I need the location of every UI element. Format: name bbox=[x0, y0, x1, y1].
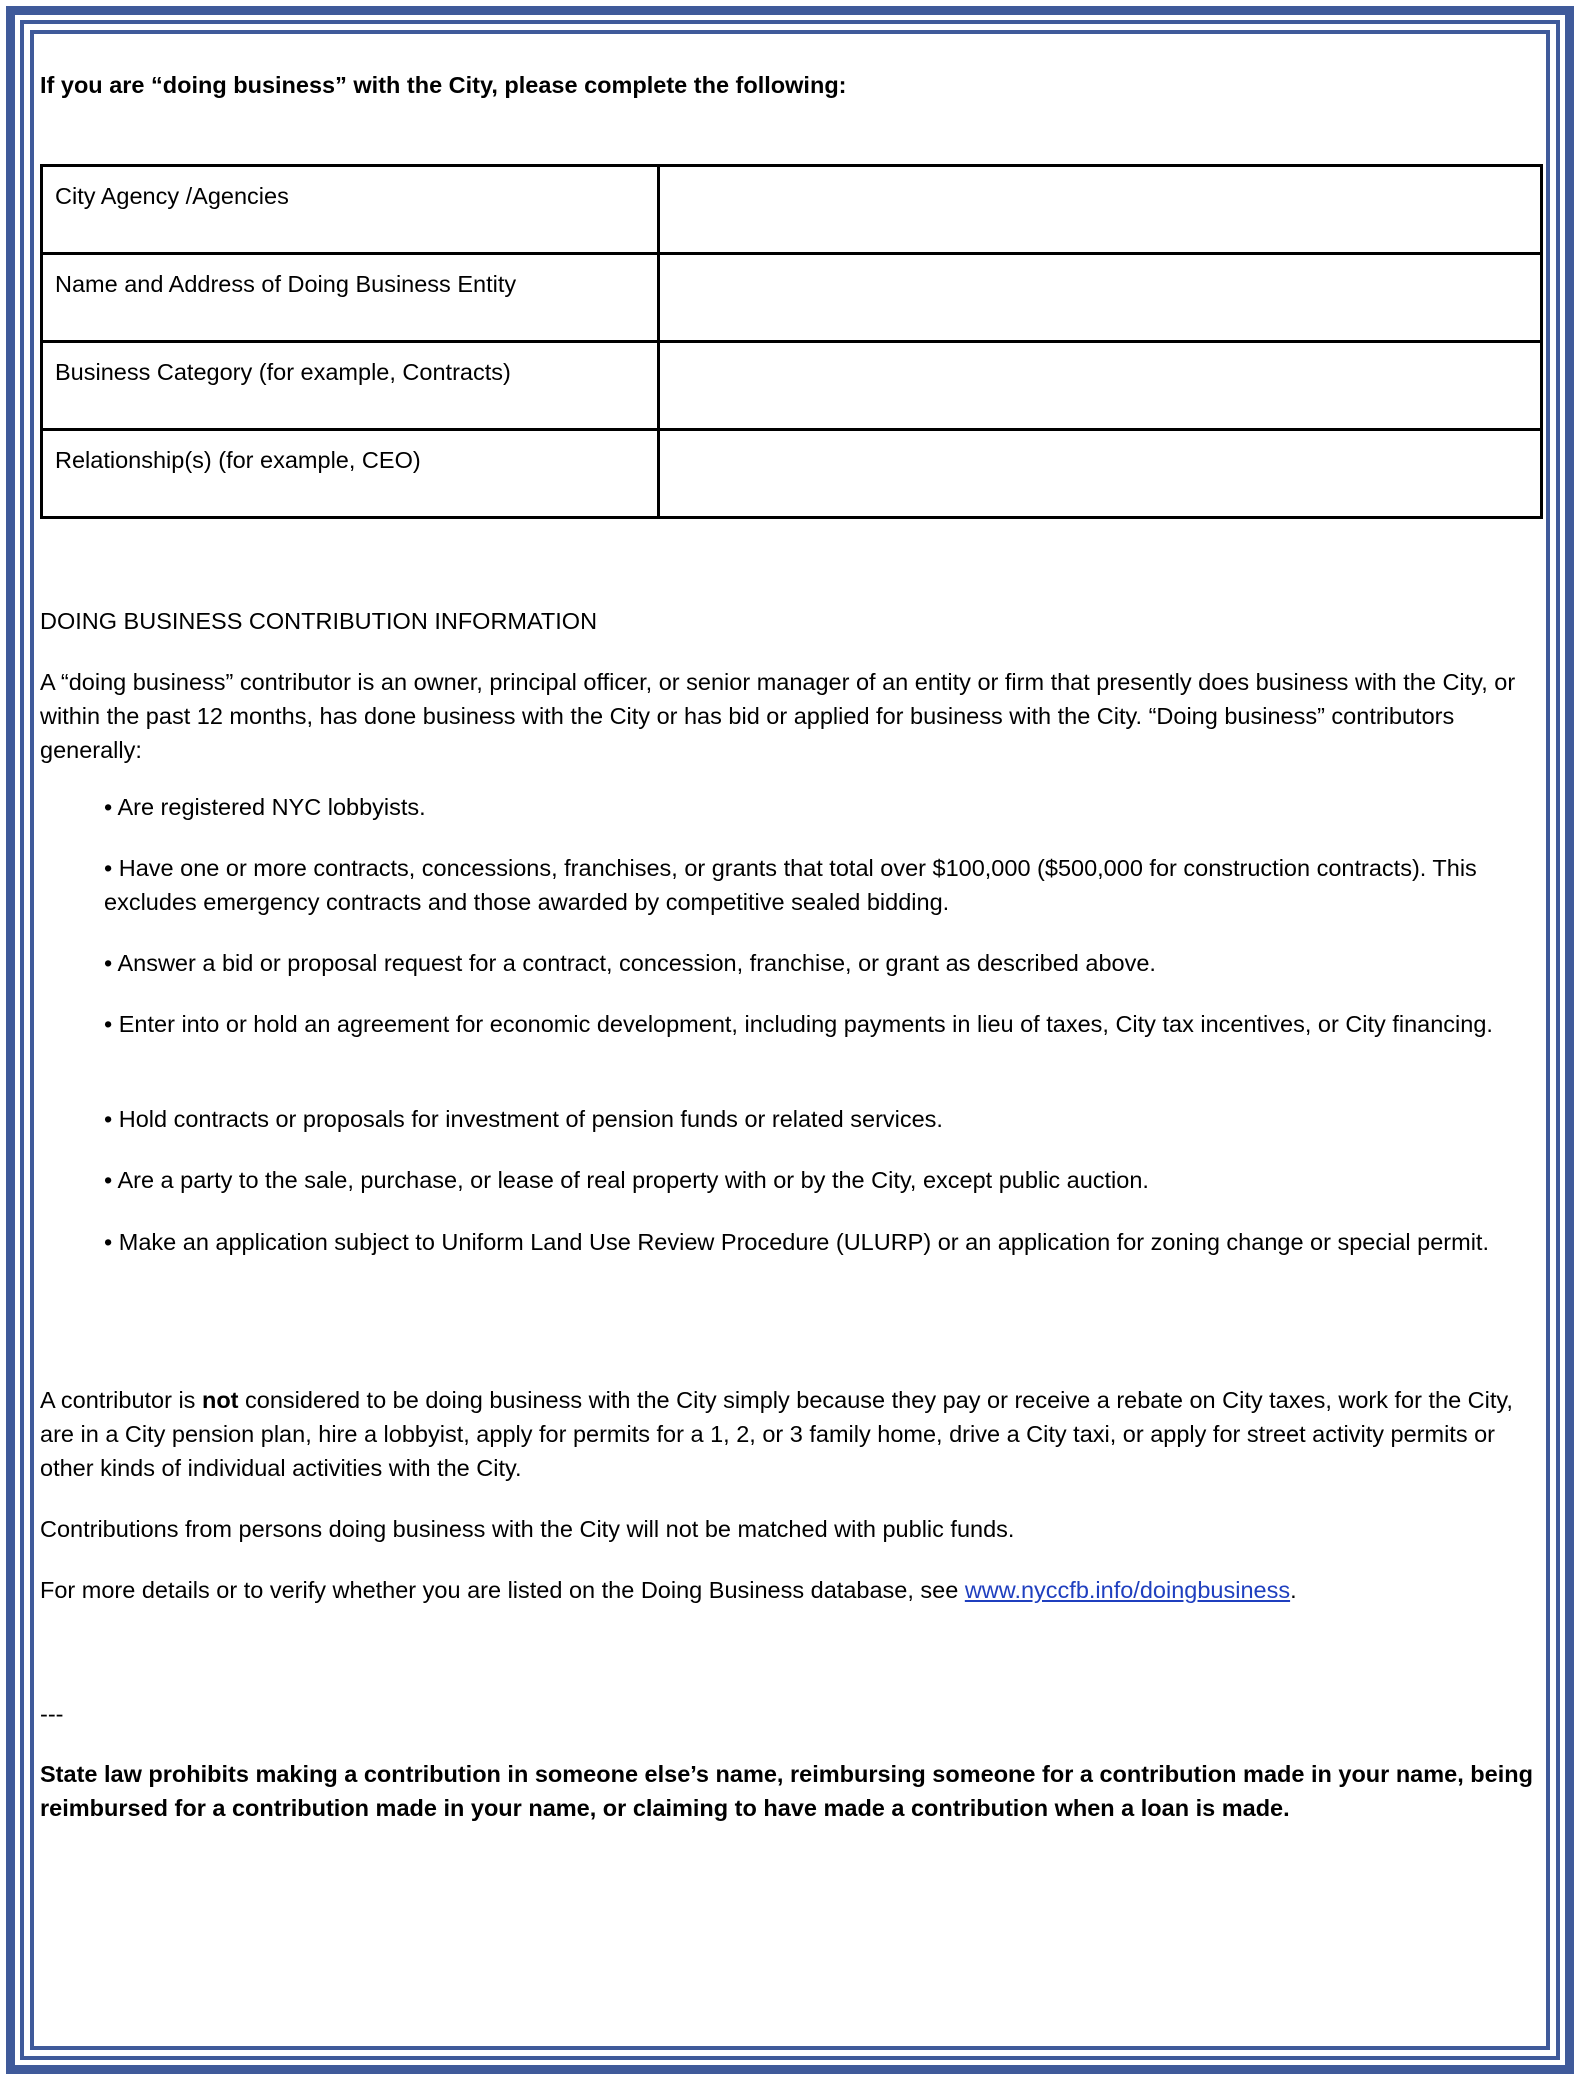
document-body bbox=[40, 40, 1540, 2040]
not-emphasis: not bbox=[201, 1387, 239, 1413]
details-paragraph bbox=[40, 1573, 1540, 1607]
form-label-agency: City Agency /Agencies bbox=[42, 166, 659, 254]
bullet-ulurp: • Make an application subject to Uniform Land Use Review Procedure (ULURP) or an application for zoning change or special permit. bbox=[104, 1229, 1489, 1255]
bullet-pension-funds: • Hold contracts or proposals for investment of pension funds or related services. bbox=[104, 1106, 943, 1132]
form-field-entity[interactable] bbox=[659, 254, 1542, 342]
doing-business-form-table bbox=[40, 164, 1543, 519]
definition-paragraph: A “doing business” contributor is an owner, principal officer, or senior manager of an entity or firm that presently does business with the City, or within the past 12 months, has done business with the City or has bid or applied for business with the City. “Doing business” contributors generally: bbox=[40, 669, 1516, 763]
bullet-contracts: • Have one or more contracts, concessions, franchises, or grants that total over $100,000 ($500,000 for construction contracts). This excludes emergency contracts and those awarded by competitive sealed bidding. bbox=[104, 855, 1477, 915]
form-field-relationship[interactable] bbox=[659, 430, 1542, 518]
section-title: DOING BUSINESS CONTRIBUTION INFORMATION bbox=[40, 608, 598, 634]
bullet-real-property: • Are a party to the sale, purchase, or lease of real property with or by the City, except public auction. bbox=[104, 1167, 1149, 1193]
not-para-before: A contributor is bbox=[40, 1387, 202, 1413]
doing-business-link[interactable]: www.nyccfb.info/doingbusiness bbox=[964, 1577, 1291, 1603]
form-row-relationship bbox=[42, 430, 1542, 518]
form-row-entity bbox=[42, 254, 1542, 342]
intro-heading: If you are “doing business” with the City, please complete the following: bbox=[40, 72, 847, 98]
details-before: For more details or to verify whether you are listed on the Doing Business database, see bbox=[40, 1577, 965, 1603]
bullet-bid-request: • Answer a bid or proposal request for a contract, concession, franchise, or grant as described above. bbox=[104, 950, 1156, 976]
details-after: . bbox=[1290, 1577, 1297, 1603]
bullet-lobbyists: • Are registered NYC lobbyists. bbox=[104, 794, 426, 820]
separator: --- bbox=[40, 1701, 64, 1727]
form-field-agency[interactable] bbox=[659, 166, 1542, 254]
form-field-category[interactable] bbox=[659, 342, 1542, 430]
state-law-notice: State law prohibits making a contribution in someone else’s name, reimbursing someone for a contribution made in your name, being reimbursed for a contribution made in your name, or claiming to have made a contribution when a loan is made. bbox=[40, 1761, 1533, 1821]
not-para-after: considered to be doing business with the City simply because they pay or receive a rebate on City taxes, work for the City, are in a City pension plan, hire a lobbyist, apply for permits for a 1, 2, or 3 family home, drive a City taxi, or apply for street activity permits or other kinds of individual activities with the City. bbox=[40, 1387, 1513, 1481]
form-row-agency bbox=[42, 166, 1542, 254]
match-note: Contributions from persons doing business with the City will not be matched with public funds. bbox=[40, 1516, 1015, 1542]
bullet-economic-development: • Enter into or hold an agreement for economic development, including payments in lieu of taxes, City tax incentives, or City financing. bbox=[104, 1011, 1493, 1037]
not-doing-business-paragraph bbox=[40, 1383, 1540, 1485]
form-label-relationship: Relationship(s) (for example, CEO) bbox=[42, 430, 659, 518]
form-label-category: Business Category (for example, Contracts) bbox=[42, 342, 659, 430]
form-label-entity: Name and Address of Doing Business Entity bbox=[42, 254, 659, 342]
form-row-category bbox=[42, 342, 1542, 430]
